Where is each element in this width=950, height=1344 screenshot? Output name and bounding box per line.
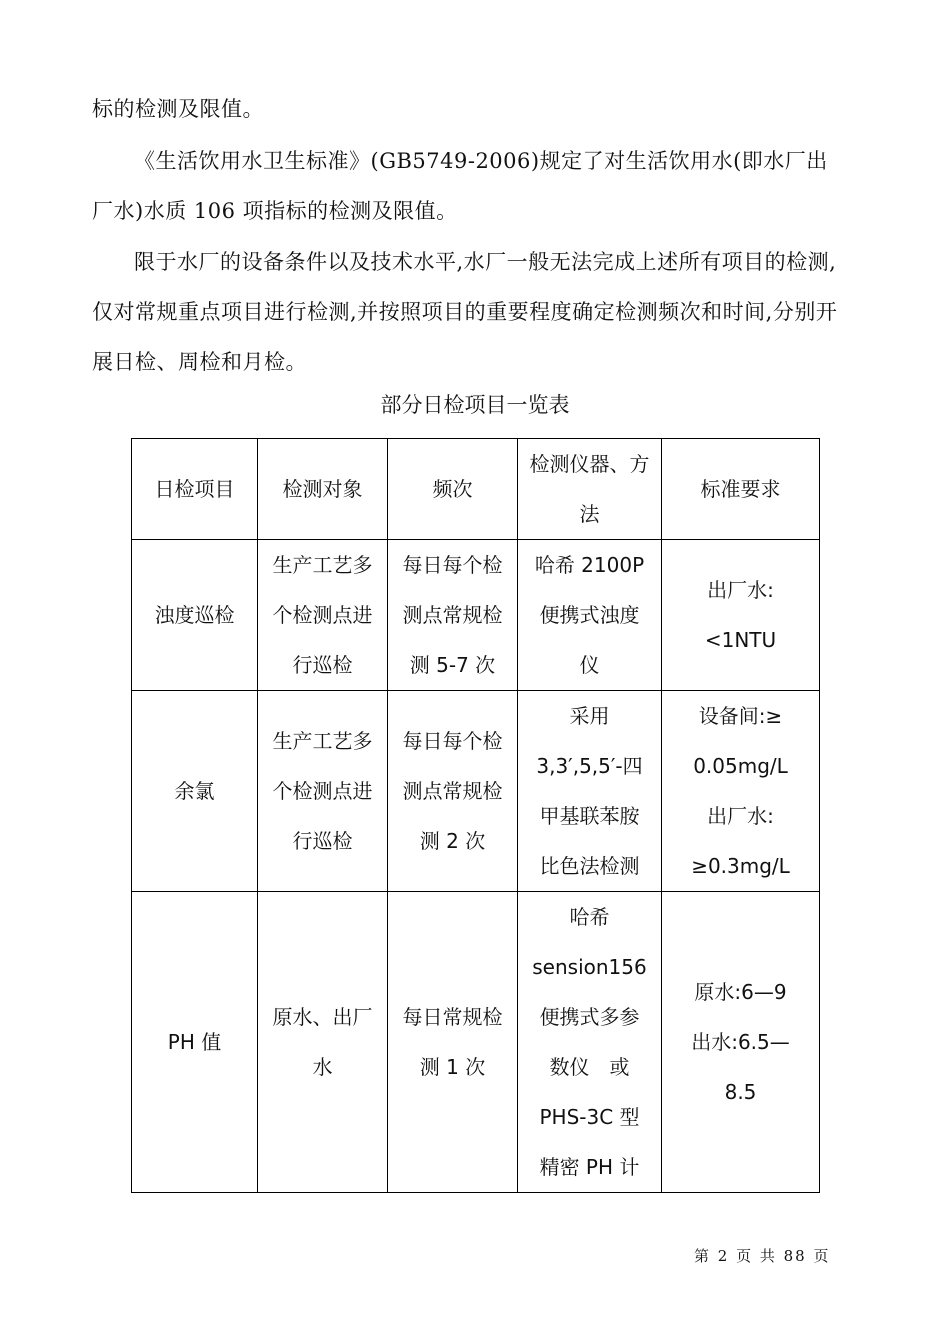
cell-line: 出水:6.5—: [691, 1030, 790, 1054]
header-method-line: 检测仪器、方: [529, 452, 650, 476]
cell-line: 比色法检测: [539, 854, 640, 878]
cell-line: 3,3′,5,5′-四: [536, 754, 643, 778]
cell-line: 每日每个检: [402, 729, 503, 753]
cell-line: 精密 PH 计: [539, 1155, 640, 1179]
cell-line: 原水:6—9: [694, 980, 787, 1004]
cell-item: 余氯: [132, 691, 258, 892]
cell-line: 哈希 2100P: [534, 553, 645, 577]
paragraph-standard: 《生活饮用水卫生标准》(GB5749-2006)规定了对生活饮用水(即水厂出厂水)水质 106 项指标的检测及限值。: [92, 149, 828, 223]
cell-standard: [662, 540, 820, 691]
cell-line: 测点常规检: [402, 603, 503, 627]
cell-object: [258, 892, 388, 1193]
cell-line: 出厂水:: [707, 804, 774, 828]
cell-line: 测 1 次: [419, 1055, 486, 1079]
cell-line: 个检测点进: [272, 603, 373, 627]
paragraph-continuation: 标的检测及限值。: [92, 97, 264, 121]
table-row: [132, 540, 820, 691]
cell-standard: [662, 691, 820, 892]
table-title: 部分日检项目一览表: [380, 393, 570, 417]
cell-line: 生产工艺多: [272, 729, 373, 753]
header-method-line: 法: [579, 502, 600, 526]
cell-line: 行巡检: [292, 829, 353, 853]
cell-item: 浊度巡检: [132, 540, 258, 691]
cell-frequency: [388, 691, 518, 892]
cell-line: ≥0.3mg/L: [691, 854, 790, 878]
cell-line: 行巡检: [292, 653, 353, 677]
cell-line: 8.5: [724, 1080, 757, 1104]
cell-line: 测点常规检: [402, 779, 503, 803]
cell-method: [518, 892, 662, 1193]
cell-line: 测 2 次: [419, 829, 486, 853]
cell-line: 出厂水:: [707, 578, 774, 602]
cell-line: 甲基联苯胺: [539, 804, 640, 828]
cell-method: [518, 540, 662, 691]
table-row: [132, 691, 820, 892]
header-object: 检测对象: [258, 439, 388, 540]
cell-line: 每日常规检: [402, 1005, 503, 1029]
header-item: 日检项目: [132, 439, 258, 540]
cell-object: [258, 540, 388, 691]
cell-frequency: [388, 892, 518, 1193]
table-row: [132, 892, 820, 1193]
cell-line: 便携式多参: [539, 1005, 640, 1029]
cell-line: 水: [312, 1055, 333, 1079]
cell-object: [258, 691, 388, 892]
header-method: [518, 439, 662, 540]
header-standard: 标准要求: [662, 439, 820, 540]
cell-line: 生产工艺多: [272, 553, 373, 577]
cell-line: 采用: [569, 704, 610, 728]
cell-line: 哈希: [569, 905, 610, 929]
cell-line: 测 5-7 次: [409, 653, 496, 677]
cell-line: 便携式浊度: [539, 603, 640, 627]
header-frequency: 频次: [388, 439, 518, 540]
cell-line: 0.05mg/L: [693, 754, 788, 778]
cell-line: 仪: [579, 653, 600, 677]
cell-standard: [662, 892, 820, 1193]
cell-line: <1NTU: [704, 628, 777, 652]
page-footer: 第 2 页 共 88 页: [694, 1247, 831, 1265]
cell-line: PHS-3C 型: [539, 1105, 640, 1129]
cell-line: 设备间:≥: [698, 704, 783, 728]
table-header-row: [132, 439, 820, 540]
cell-frequency: [388, 540, 518, 691]
cell-line: 每日每个检: [402, 553, 503, 577]
cell-line: 原水、出厂: [272, 1005, 373, 1029]
cell-line: sension156: [532, 955, 647, 979]
cell-item: PH 值: [132, 892, 258, 1193]
cell-method: [518, 691, 662, 892]
cell-line: 数仪 或: [549, 1055, 630, 1079]
paragraph-inspection: 限于水厂的设备条件以及技术水平,水厂一般无法完成上述所有项目的检测,仅对常规重点项目进行检测,并按照项目的重要程度确定检测频次和时间,分别开展日检、周检和月检。: [92, 250, 838, 374]
daily-inspection-table: [131, 438, 820, 1193]
cell-line: 个检测点进: [272, 779, 373, 803]
